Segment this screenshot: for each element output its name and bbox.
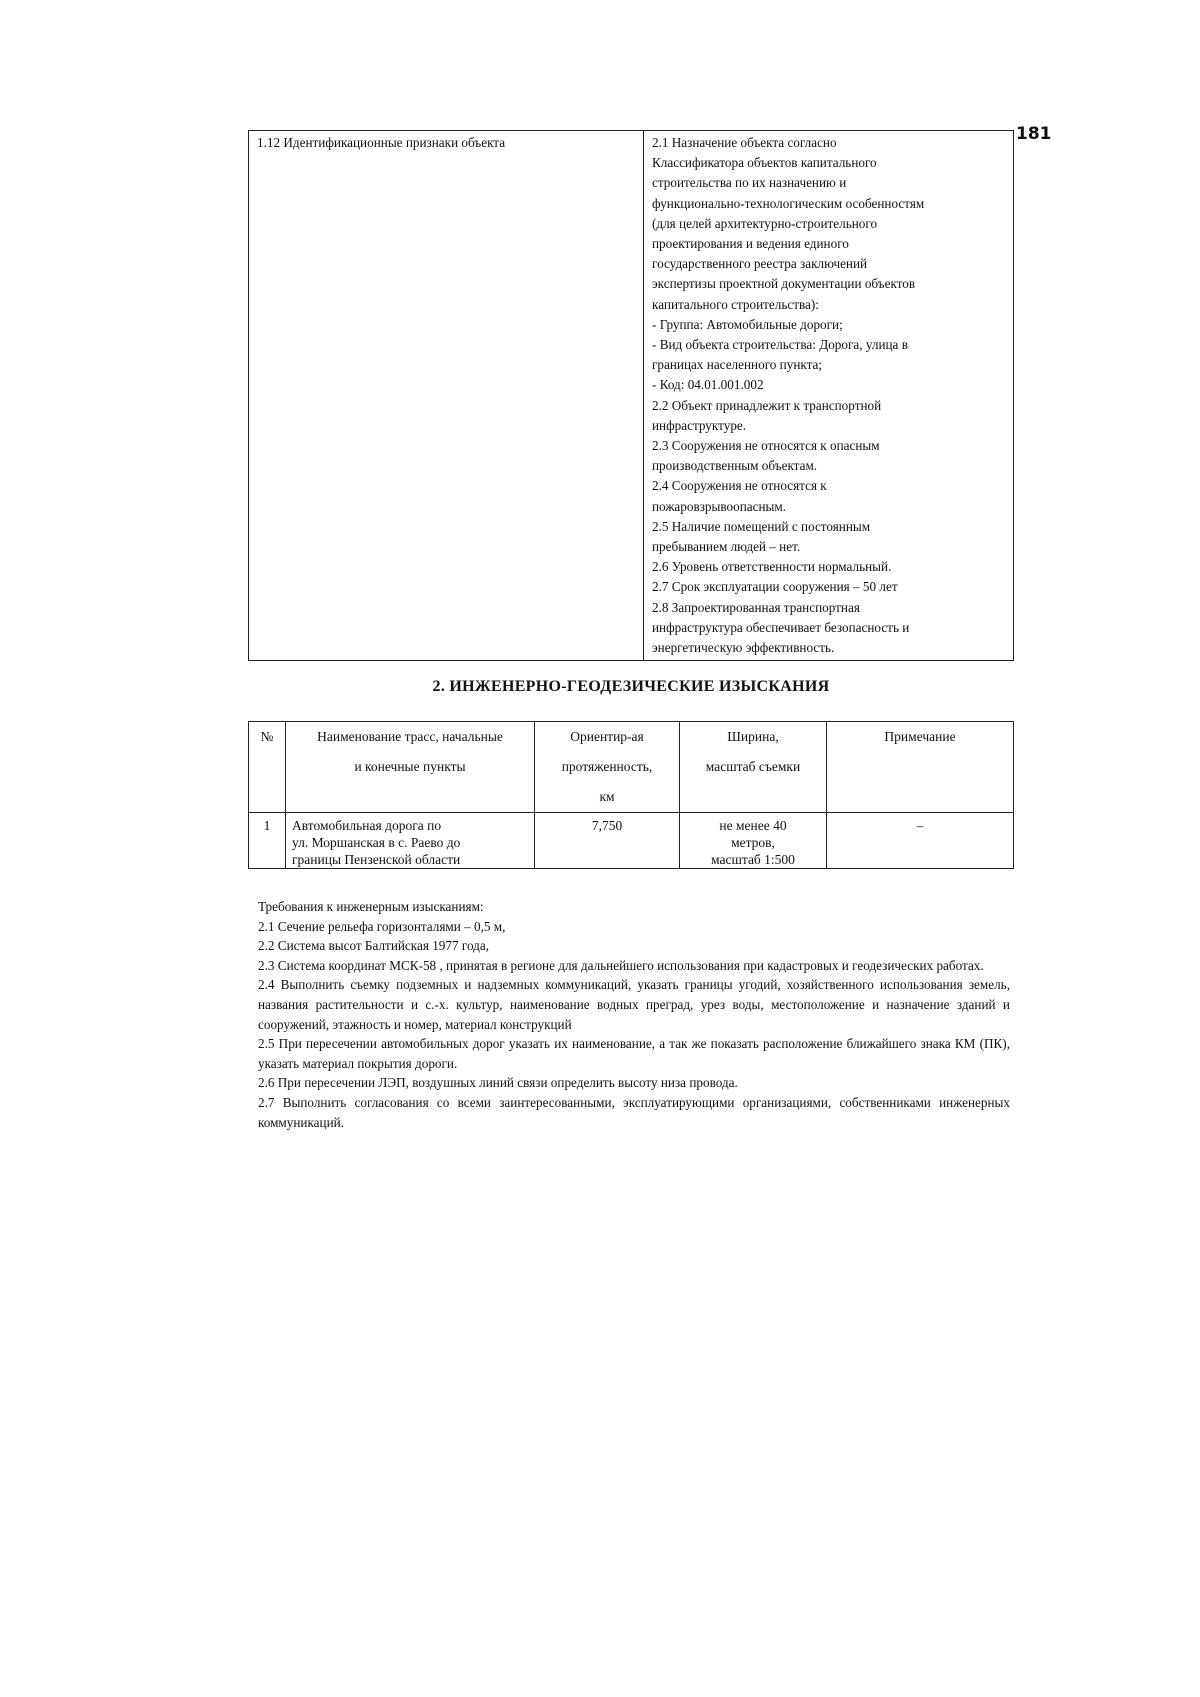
header-note: Примечание: [827, 722, 1014, 813]
requirements-heading: Требования к инженерным изысканиям:: [258, 899, 484, 914]
detail-line: инфраструктура обеспечивает безопасность и: [652, 619, 910, 635]
row-width-line: масштаб 1:500: [711, 852, 795, 867]
detail-line: - Код: 04.01.001.002: [652, 377, 764, 393]
page-number: 181: [1016, 124, 1052, 144]
detail-line: государственного реестра заключений: [652, 256, 868, 272]
detail-line: 2.4 Сооружения не относятся к: [652, 478, 827, 494]
table-row: [249, 131, 1014, 661]
requirement-item: 2.2 Система высот Балтийская 1977 года,: [258, 938, 490, 954]
detail-line: 2.8 Запроектированная транспортная: [652, 599, 860, 615]
requirement-item: 2.1 Сечение рельефа горизонталями – 0,5 м,: [258, 918, 506, 934]
detail-line: - Вид объекта строительства: Дорога, улица в: [652, 337, 908, 353]
header-length-line: Ориентир-ая: [570, 729, 644, 744]
detail-line: границах населенного пункта;: [652, 357, 823, 373]
identification-details: [644, 131, 1014, 661]
detail-line: 2.1 Назначение объекта согласно: [652, 135, 837, 150]
row-length: 7,750: [535, 813, 680, 869]
requirement-item: 2.7 Выполнить согласования со всеми заинтересованными, эксплуатирующими организациями, собственниками инженерных коммуникаций.: [258, 1094, 1010, 1130]
header-name: [286, 722, 535, 813]
header-width: [680, 722, 827, 813]
table-header-row: [249, 722, 1014, 813]
header-width-line: Ширина,: [727, 729, 779, 744]
header-length-line: протяженность,: [561, 759, 653, 774]
row-num: 1: [249, 813, 286, 869]
row-width-line: метров,: [731, 835, 775, 850]
detail-line: функционально-технологическим особенностям: [652, 195, 925, 211]
detail-line: капитального строительства):: [652, 296, 819, 312]
detail-line: 2.7 Срок эксплуатации сооружения – 50 лет: [652, 579, 898, 595]
detail-line: Классификатора объектов капитального: [652, 155, 877, 171]
detail-line: экспертизы проектной документации объектов: [652, 276, 916, 292]
row-name-line: границы Пензенской области: [292, 852, 461, 867]
row-name: [286, 813, 535, 869]
section-title: 2. ИНЖЕНЕРНО-ГЕОДЕЗИЧЕСКИЕ ИЗЫСКАНИЯ: [432, 678, 830, 695]
header-width-line: масштаб съемки: [705, 759, 801, 774]
requirement-item: 2.6 При пересечении ЛЭП, воздушных линий связи определить высоту низа провода.: [258, 1075, 738, 1091]
requirements-section: [258, 897, 1010, 1132]
row-width-line: не менее 40: [719, 818, 787, 833]
detail-line: - Группа: Автомобильные дороги;: [652, 316, 843, 332]
table-row: [249, 813, 1014, 869]
identification-table: [248, 130, 1014, 661]
detail-line: 2.6 Уровень ответственности нормальный.: [652, 559, 892, 575]
detail-line: 2.5 Наличие помещений с постоянным: [652, 518, 871, 534]
header-length: [535, 722, 680, 813]
detail-line: пребыванием людей – нет.: [652, 539, 801, 555]
header-num: №: [249, 722, 286, 813]
row-note: –: [827, 813, 1014, 869]
row-width: [680, 813, 827, 869]
survey-table: [248, 721, 1014, 869]
detail-line: пожаровзрывоопасным.: [652, 498, 787, 514]
requirement-item: 2.5 При пересечении автомобильных дорог указать их наименование, а так же показать расположение ближайшего знака КМ (ПК), указать материал покрытия дороги.: [258, 1036, 1010, 1071]
detail-line: энергетическую эффективность.: [652, 640, 835, 656]
detail-line: (для целей архитектурно-строительного: [652, 215, 878, 231]
detail-line: производственным объектам.: [652, 458, 818, 474]
detail-line: проектирования и ведения единого: [652, 236, 849, 252]
header-length-line: км: [599, 789, 615, 804]
header-name-line: Наименование трасс, начальные: [317, 729, 503, 744]
detail-line: инфраструктуре.: [652, 417, 747, 433]
requirement-item: 2.3 Система координат МСК-58 , принятая в регионе для дальнейшего использования при кадастровых и геодезических работах.: [258, 957, 984, 973]
row-name-line: ул. Моршанская в с. Раево до: [292, 835, 461, 850]
identification-label: 1.12 Идентификационные признаки объекта: [249, 131, 644, 661]
row-name-line: Автомобильная дорога по: [292, 818, 442, 833]
detail-line: 2.3 Сооружения не относятся к опасным: [652, 438, 880, 454]
detail-line: 2.2 Объект принадлежит к транспортной: [652, 397, 882, 413]
requirement-item: 2.4 Выполнить съемку подземных и надземных коммуникаций, указать границы угодий, хозяйственного использования земель, названия растительности и с.-х. культур, наименование водных преград, урез воды, местоположение и назначение зданий и сооружений, этажность и номер, материал конструкций: [258, 977, 1010, 1032]
header-name-line: и конечные пункты: [354, 759, 466, 774]
detail-line: строительства по их назначению и: [652, 175, 847, 191]
